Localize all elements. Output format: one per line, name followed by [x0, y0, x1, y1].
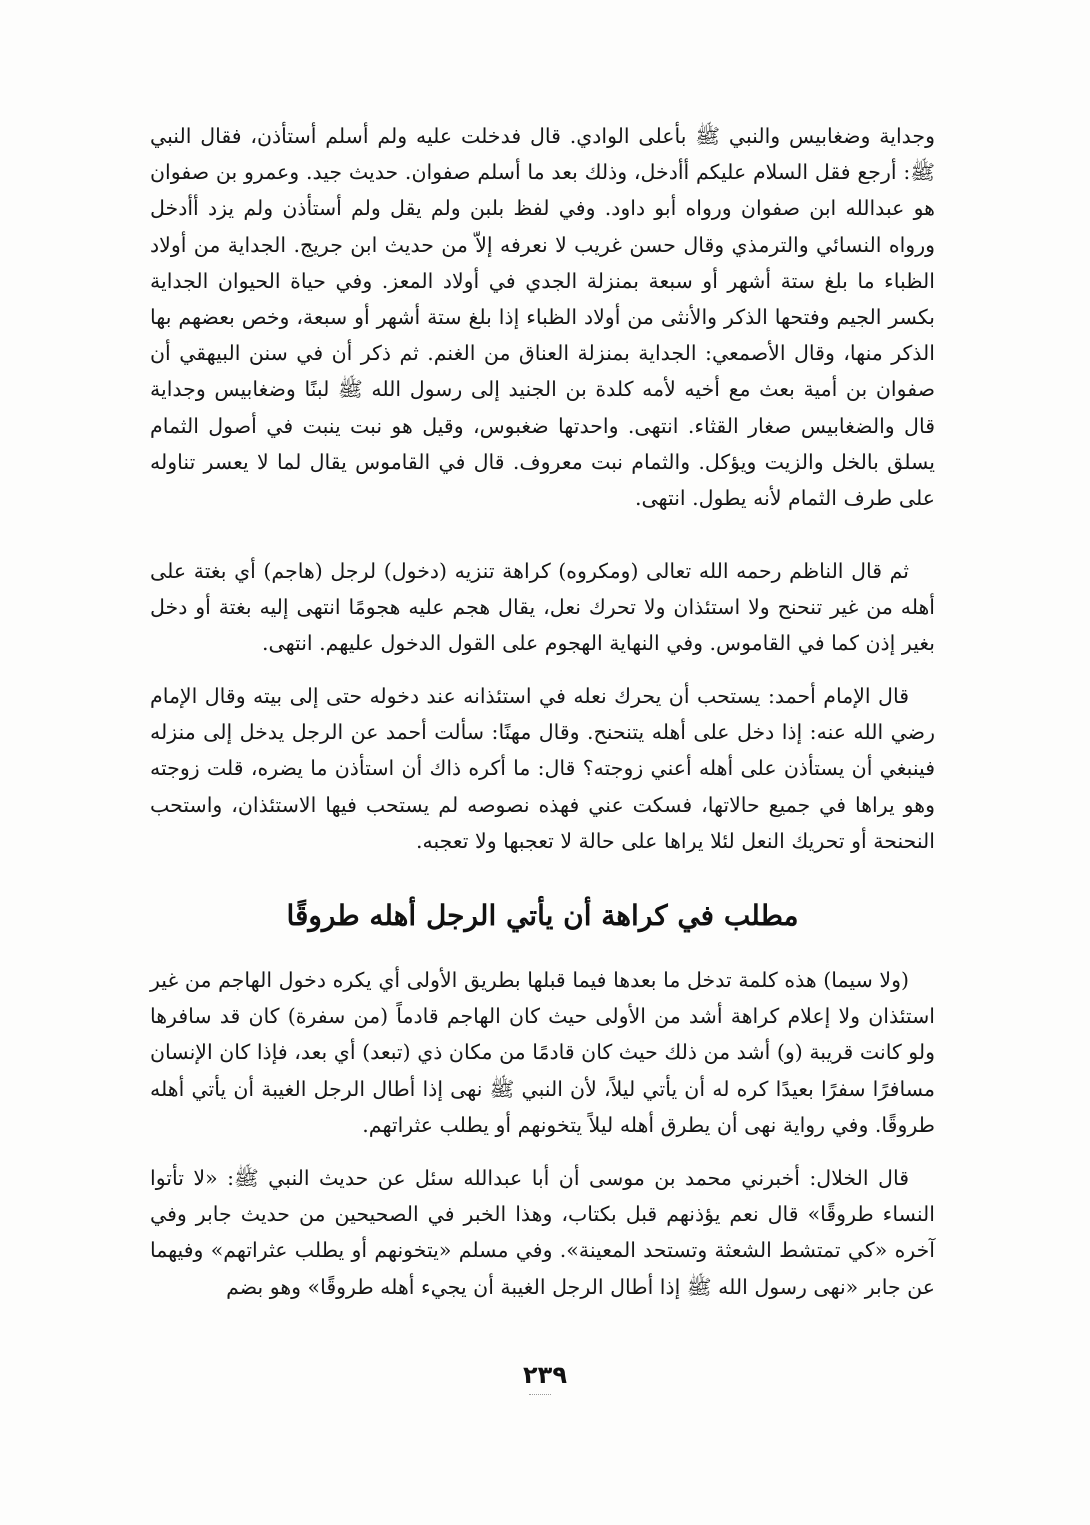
- section-heading: مطلب في كراهة أن يأتي الرجل أهله طروقًا: [286, 899, 799, 932]
- paragraph-3: قال الإمام أحمد: يستحب أن يحرك نعله في استئذانه عند دخوله حتى إلى بيته وقال الإمام رضي الله عنه: إذا دخل على أهله يتنحنح. وقال مهنًا: سألت أحمد عن الرجل يدخل إلى منزله فينبغي أن يستأذن على أهله أعني زوجته؟ قال: ما أكره ذاك أن استأذن ما يضره، قلت زوجته وهو يراها في جميع حالاتها، فسكت عني فهذه نصوصه لم يستحب فيها الاستئذان، واستحب النحنحة أو تحريك النعل لئلا يراها على حالة لا تعجبها ولا تعجبه.: [150, 684, 935, 853]
- paragraph-4: (ولا سيما) هذه كلمة تدخل ما بعدها فيما قبلها بطريق الأولى أي يكره دخول الهاجم من غير استئذان ولا إعلام كراهة أشد من الأولى حيث كان الهاجم قادماً (من سفرة) كان قد سافرها ولو كانت قريبة (و) أشد من ذلك حيث كان قادمًا من مكان ذي (تبعد) أي بعد، فإذا كان الإنسان مسافرًا سفرًا بعيدًا كره له أن يأتي ليلاً، لأن النبي ﷺ نهى إذا أطال الرجل الغيبة أن يأتي أهله طروقًا. وفي رواية نهى أن يطرق أهله ليلاً يتخونهم أو يطلب عثراتهم.: [150, 968, 935, 1137]
- paragraph-5: قال الخلال: أخبرني محمد بن موسى أن أبا عبدالله سئل عن حديث النبي ﷺ: «لا تأتوا النساء طروقًا» قال نعم يؤذنهم قبل بكتاب، وهذا الخبر في الصحيحين من حديث جابر وفي آخره «كي تمتشط الشعثة وتستحد المعينة». وفي مسلم «يتخونهم أو يطلب عثراتهم» وفيهما عن جابر «نهى رسول الله ﷺ إذا أطال الرجل الغيبة أن يجيء أهله طروقًا» وهو بضم: [150, 1166, 935, 1299]
- paragraph-1: وجداية وضغابيس والنبي ﷺ بأعلى الوادي. قال فدخلت عليه ولم أسلم أستأذن، فقال النبي ﷺ: أرجع فقل السلام عليكم أأدخل، وذلك بعد ما أسلم صفوان. حديث جيد. وعمرو بن صفوان هو عبدالله ابن صفوان ورواه أبو داود. وفي لفظ بلبن ولم يقل ولم أستأذن ولم يزد أأدخل ورواه النسائي والترمذي وقال حسن غريب لا نعرفه إلاّ من حديث ابن جريج. الجداية من أولاد الظباء ما بلغ ستة أشهر أو سبعة بمنزلة الجدي في أولاد المعز. وفي حياة الحيوان الجداية بكسر الجيم وفتحها الذكر والأنثى من أولاد الظباء إذا بلغ ستة أشهر أو سبعة، وخص بعضهم بها الذكر منها، وقال الأصمعي: الجداية بمنزلة العناق من الغنم. ثم ذكر أن في سنن البيهقي أن صفوان بن أمية بعث مع أخيه لأمه كلدة بن الجنيد إلى رسول الله ﷺ لبنًا وضغابيس وجداية قال والضغابيس صغار القثاء. انتهى. واحدتها ضغبوس، وقيل هو نبت ينبت في أصول الثمام يسلق بالخل والزيت ويؤكل. والثمام نبت معروف. قال في القاموس يقال لما لا يعسر تناوله على طرف الثمام لأنه يطول. انتهى.: [150, 124, 935, 511]
- paragraph-2: ثم قال الناظم رحمه الله تعالى (ومكروه) كراهة تنزيه (دخول) لرجل (هاجم) أي بغتة على أهله من غير تنحنح ولا استئذان ولا تحرك نعل، يقال هجم عليه هجومًا انتهى إليه بغتة أو دخل بغير إذن كما في القاموس. وفي النهاية الهجوم على القول الدخول عليهم. انتهى.: [150, 559, 935, 656]
- scan-mark: [529, 1394, 551, 1398]
- page-number: ٢٣٩: [523, 1361, 567, 1389]
